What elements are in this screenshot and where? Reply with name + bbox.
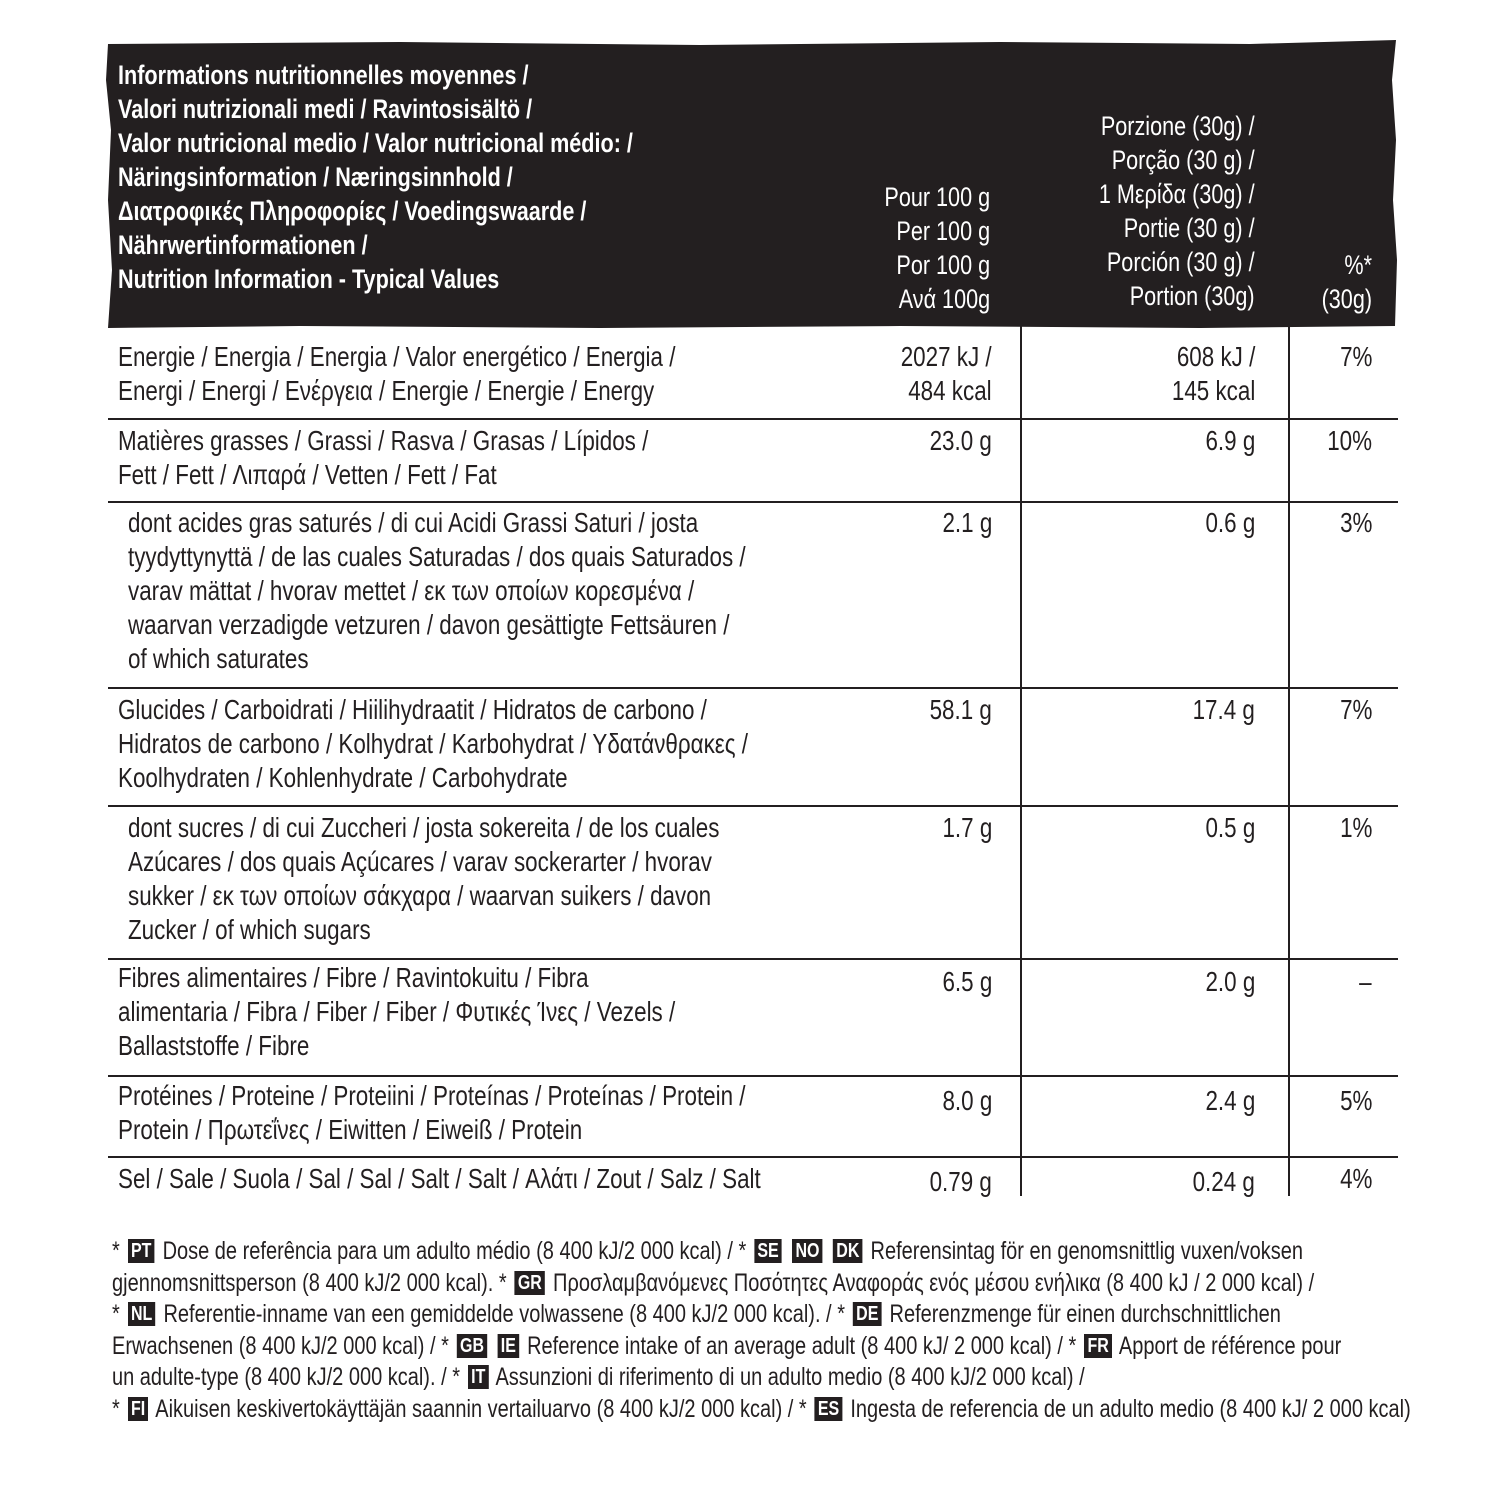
header-pct-line: %* (1344, 250, 1372, 280)
nutrient-name-line: sukker / εκ των οποίων σάκχαρα / waarvan suikers / davon (128, 880, 712, 911)
footnote-text-fr-cont: un adulte-type (8 400 kJ/2 000 kcal). / (112, 1363, 447, 1391)
nutrient-name-salt (118, 1162, 761, 1196)
lang-tag-gr: GR (515, 1271, 545, 1295)
footnote-star: * (441, 1331, 449, 1360)
lang-tag-de: DE (853, 1302, 882, 1326)
footnote-text-gb-ie: Reference intake of an average adult (8 400 kJ/ 2 000 kcal) / (527, 1331, 1063, 1360)
footnote-line (112, 1394, 1411, 1426)
footnote-text-pt: Dose de referência para um adulto médio (8 400 kJ/2 000 kcal) / (162, 1237, 733, 1265)
header-per100-line: Ανά 100g (898, 284, 990, 314)
nutrient-name-line: Fett / Fett / Λιπαρά / Vetten / Fett / Fat (118, 459, 497, 490)
header-portion-line: 1 Μερίδα (30g) / (1099, 179, 1255, 209)
nutrient-name-line: Azúcares / dos quais Açúcares / varav sockerarter / hvorav (128, 846, 712, 877)
value-pct-protein: 5% (1339, 1085, 1372, 1116)
header-title-line: Näringsinformation / Næringsinnhold / (118, 162, 513, 192)
nutrient-name-line: Matières grasses / Grassi / Rasva / Grasas / Lípidos / (118, 425, 649, 456)
row-divider (108, 501, 1398, 503)
header-portion-line: Porción (30 g) / (1107, 247, 1255, 277)
footnote-line (112, 1236, 1411, 1268)
nutrient-name-carbohydrate (118, 693, 748, 795)
header-portion-line: Portie (30 g) / (1124, 213, 1255, 243)
value-line: 8.0 g (942, 1085, 992, 1116)
footnote-text-fi: Aikuisen keskivertokäyttäjän saannin vertailuarvo (8 400 kJ/2 000 kcal) / (155, 1394, 794, 1423)
row-divider (108, 418, 1398, 420)
value-line: 6.5 g (942, 966, 992, 997)
value-portion-fibre (1205, 965, 1255, 999)
value-line: 484 kcal (908, 375, 992, 406)
nutrient-name-fibre (118, 961, 675, 1063)
header-title-line: Διατροφικές Πληροφορίες / Voedingswaarde / (118, 196, 587, 226)
header-title (118, 58, 633, 296)
footnote-star: * (112, 1237, 120, 1265)
lang-tag-fi: FI (128, 1397, 149, 1421)
value-per100-saturates (942, 506, 992, 540)
value-pct-saturates: 3% (1339, 507, 1372, 538)
footnote-text-es: Ingesta de referencia de un adulto medio (8 400 kJ/ 2 000 kcal) (850, 1394, 1411, 1423)
nutrient-name-line: Energie / Energia / Energia / Valor energético / Energia / (118, 341, 676, 372)
value-line: 0.5 g (1205, 812, 1255, 843)
nutrient-name-line: alimentaria / Fibra / Fiber / Fiber / Φυτικές Ίνες / Vezels / (118, 996, 676, 1027)
value-per100-carbohydrate (930, 693, 992, 727)
nutrient-name-line: Protein / Πρωτεΐνες / Eiwitten / Eiweiß / Protein (118, 1114, 583, 1145)
header-title-line: Valori nutrizionali medi / Ravintosisältö / (118, 94, 533, 124)
value-line: 6.9 g (1205, 425, 1255, 456)
nutrient-name-energy (118, 340, 675, 408)
nutrient-name-line: Energi / Energi / Ενέργεια / Energie / Energie / Energy (118, 375, 655, 406)
value-per100-fibre (942, 965, 992, 999)
nutrient-name-line: dont sucres / di cui Zuccheri / josta sokereita / de los cuales (128, 812, 720, 843)
header-per100-line: Per 100 g (896, 216, 990, 246)
header-portion-line: Portion (30g) (1130, 281, 1255, 311)
footnote-star: * (498, 1268, 507, 1297)
nutrient-name-line: of which saturates (128, 643, 309, 674)
lang-tag-fr: FR (1084, 1334, 1112, 1358)
nutrient-name-sugars (128, 811, 719, 947)
footnote-star: * (112, 1300, 120, 1328)
header-portion-line: Porzione (30g) / (1101, 111, 1255, 141)
value-pct-energy: 7% (1339, 341, 1372, 372)
footnote-text-se-no-dk: Referensintag för en genomsnittlig vuxen/voksen (870, 1237, 1304, 1265)
nutrient-name-line: varav mättat / hvorav mettet / εκ των οποίων κορεσμένα / (128, 575, 695, 606)
value-pct-fat: 10% (1327, 425, 1372, 456)
footnote-text-fr: Apport de référence pour (1118, 1331, 1342, 1360)
header-pct (1322, 248, 1372, 316)
nutrient-name-line: Fibres alimentaires / Fibre / Ravintokuitu / Fibra (118, 962, 589, 993)
value-portion-saturates (1205, 506, 1255, 540)
header-portion-line: Porção (30 g) / (1112, 145, 1255, 175)
footnote-text-it: Assunzioni di riferimento di un adulto medio (8 400 kJ/2 000 kcal) / (495, 1363, 1085, 1391)
value-line: 2.0 g (1205, 966, 1255, 997)
lang-tag-pt: PT (128, 1239, 155, 1263)
value-line: 608 kJ / (1176, 341, 1255, 372)
header-per100-line: Pour 100 g (884, 182, 990, 212)
nutrient-name-line: Zucker / of which sugars (128, 914, 371, 945)
header-per100-line: Por 100 g (896, 250, 990, 280)
value-portion-sugars (1205, 811, 1255, 845)
value-per100-fat (930, 424, 992, 458)
lang-tag-se: SE (754, 1239, 782, 1263)
value-pct-carbohydrate: 7% (1339, 694, 1372, 725)
value-portion-carbohydrate (1193, 693, 1255, 727)
value-line: 2.1 g (942, 507, 992, 538)
footnote (112, 1236, 1411, 1425)
value-line: 2027 kJ / (901, 341, 992, 372)
footnote-line (112, 1268, 1411, 1300)
row-divider (108, 1075, 1398, 1077)
lang-tag-dk: DK (833, 1239, 863, 1263)
footnote-text-se-no-dk-cont: gjennomsnittsperson (8 400 kJ/2 000 kcal). (112, 1268, 494, 1297)
nutrient-name-line: Hidratos de carbono / Kolhydrat / Karbohydrat / Υδατάνθρακες / (118, 728, 749, 759)
nutrient-name-line: Glucides / Carboidrati / Hiilihydraatit / Hidratos de carbono / (118, 694, 707, 725)
column-divider (1020, 228, 1022, 1196)
value-per100-sugars (942, 811, 992, 845)
footnote-line (112, 1362, 1411, 1394)
value-portion-protein (1205, 1084, 1255, 1118)
value-pct-sugars: 1% (1339, 812, 1372, 843)
header-per100 (884, 180, 990, 316)
footnote-star: * (112, 1394, 120, 1423)
nutrient-name-line: Ballaststoffe / Fibre (118, 1030, 310, 1061)
value-line: 0.6 g (1205, 507, 1255, 538)
value-line: 23.0 g (929, 425, 992, 456)
nutrient-name-saturates (128, 506, 746, 676)
value-line: 58.1 g (929, 694, 992, 725)
lang-tag-ie: IE (498, 1334, 520, 1358)
lang-tag-no: NO (792, 1239, 822, 1263)
value-line: 17.4 g (1192, 694, 1255, 725)
row-divider (108, 687, 1398, 689)
value-portion-energy (1172, 340, 1255, 408)
nutrient-name-line: Sel / Sale / Suola / Sal / Sal / Salt / Salt / Αλάτι / Zout / Salz / Salt (118, 1163, 761, 1194)
value-line: 0.24 g (1192, 1166, 1255, 1197)
value-per100-salt (930, 1165, 992, 1199)
header-title-line: Nutrition Information - Typical Values (118, 264, 500, 294)
value-portion-salt (1193, 1165, 1255, 1199)
footnote-line (112, 1331, 1411, 1363)
nutrient-name-line: Koolhydraten / Kohlenhydrate / Carbohydrate (118, 762, 568, 793)
nutrient-name-line: dont acides gras saturés / di cui Acidi Grassi Saturi / josta (128, 507, 699, 538)
value-line: 2.4 g (1205, 1085, 1255, 1116)
value-line: 0.79 g (929, 1166, 992, 1197)
footnote-star: * (452, 1363, 460, 1391)
nutrient-name-protein (118, 1079, 746, 1147)
value-portion-fat (1205, 424, 1255, 458)
footnote-text-de: Referenzmenge für einen durchschnittlichen (889, 1300, 1281, 1328)
footnote-star: * (798, 1394, 807, 1423)
lang-tag-gb: GB (457, 1334, 487, 1358)
header-title-line: Informations nutritionnelles moyennes / (118, 60, 529, 90)
value-per100-protein (942, 1084, 992, 1118)
value-line: 145 kcal (1171, 375, 1255, 406)
nutrient-name-line: tyydyttynyttä / de las cuales Saturadas / dos quais Saturados / (128, 541, 746, 572)
footnote-line (112, 1299, 1411, 1331)
header-title-line: Valor nutricional medio / Valor nutricional médio: / (118, 128, 633, 158)
lang-tag-it: IT (468, 1365, 489, 1389)
row-divider (108, 1156, 1398, 1158)
lang-tag-nl: NL (128, 1302, 156, 1326)
nutrient-name-line: waarvan verzadigde vetzuren / davon gesättigte Fettsäuren / (128, 609, 730, 640)
row-divider (108, 805, 1398, 807)
value-per100-energy (901, 340, 992, 408)
value-pct-salt: 4% (1339, 1163, 1372, 1194)
footnote-text-nl: Referentie-inname van een gemiddelde volwassene (8 400 kJ/2 000 kcal). / (163, 1300, 832, 1328)
footnote-star: * (837, 1300, 845, 1328)
footnote-text-gr: Προσλαμβανόμενες Ποσότητες Αναφοράς ενός μέσου ενήλικα (8 400 kJ / 2 000 kcal) / (553, 1268, 1315, 1297)
header-pct-line: (30g) (1321, 284, 1372, 314)
column-divider (1288, 228, 1290, 1196)
row-divider (108, 958, 1398, 960)
footnote-star: * (1068, 1331, 1077, 1360)
lang-tag-es: ES (815, 1397, 843, 1421)
header-portion (1099, 109, 1255, 313)
nutrient-name-line: Protéines / Proteine / Proteiini / Proteínas / Proteínas / Protein / (118, 1080, 746, 1111)
footnote-star: * (738, 1237, 747, 1265)
value-line: 1.7 g (942, 812, 992, 843)
nutrient-name-fat (118, 424, 648, 492)
header-title-line: Nährwertinformationen / (118, 230, 368, 260)
value-pct-fibre: – (1359, 966, 1372, 997)
footnote-text-de-cont: Erwachsenen (8 400 kJ/2 000 kcal) / (112, 1331, 436, 1360)
